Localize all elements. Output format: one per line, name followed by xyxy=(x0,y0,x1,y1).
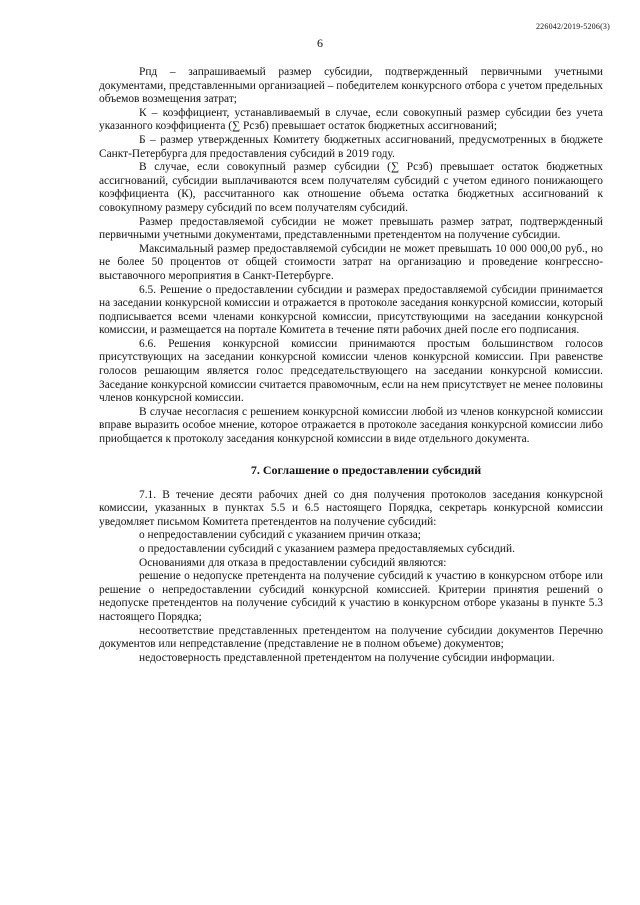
paragraph-maximum-subsidy: Максимальный размер предоставляемой субсидии не может превышать 10 000 000,00 руб., но не более 50 процентов от общей стоимости затрат на организацию и проведение конгрессно-выставочного мероприятия в Санкт-Петербурге. xyxy=(99,242,603,282)
section-heading: 7. Соглашение о предоставлении субсидий xyxy=(250,462,482,477)
paragraph-dissent: В случае несогласия с решением конкурсной комиссии любой из членов конкурсной комиссии вправе выразить особое мнение, которое отражается в протоколе заседания конкурсной комиссии либо приобщается к протоколу заседания конкурсной комиссии в виде отдельного документа. xyxy=(99,405,603,446)
paragraph-b-definition: Б – размер утвержденных Комитету бюджетных ассигнований, предусмотренных в бюджете Санкт-Петербурга для предоставления субсидий в 2019 году. xyxy=(99,133,603,160)
section-spacer xyxy=(99,477,603,489)
paragraph-7-1: 7.1. В течение десяти рабочих дней со дня получения протоколов заседания конкурсной комиссии, указанных в пунктах 5.5 и 6.5 настоящего Порядка, секретарь конкурсной комиссии уведомляет письмом Комитета претендентов на получение субсидий: xyxy=(99,488,603,528)
paragraph-excess-case: В случае, если совокупный размер субсидии (∑ Рсзб) превышает остаток бюджетных ассигнований, субсидии выплачиваются всем получателям субсидий с учетом единого понижающего коэффициента (К), рассчитанного как отношение объема остатка бюджетных ассигнований к совокупному размеру субсидий по всем получателям субсидий. xyxy=(99,161,603,214)
page-number: 6 xyxy=(317,36,323,50)
paragraph-6-6: 6.6. Решения конкурсной комиссии принимаются простым большинством голосов присутствующих на заседании конкурсной комиссии членов конкурсной комиссии. При равенстве голосов решающим является голос председательствующего на заседании конкурсной комиссии. Заседание конкурсной комиссии считается правомочным, если на нем присутствует не менее половины членов конкурсной комиссии. xyxy=(99,337,603,405)
paragraph-rpd-definition: Рпд – запрашиваемый размер субсидии, подтвержденный первичными учетными документами, представленными организацией – победителем конкурсного отбора с учетом предельных объемов возмещения затрат; xyxy=(99,66,603,106)
section-spacer xyxy=(99,447,603,463)
paragraph-k-definition: К – коэффициент, устанавливаемый в случае, если совокупный размер субсидии без учета указанного коэффициента (∑ Рсзб) превышает остаток бюджетных ассигнований; xyxy=(99,106,603,133)
paragraph-refusal-grounds: Основаниями для отказа в предоставлении субсидий являются: xyxy=(139,556,447,569)
paragraph-6-5: 6.5. Решение о предоставлении субсидии и размерах предоставляемой субсидии принимается на заседании конкурсной комиссии и отражается в протоколе заседания конкурсной комиссии, который подписывается всеми членами конкурсной комиссии, присутствующими на заседании конкурсной комиссии, и размещается на портале Комитета в течение пяти рабочих дней после его подписания. xyxy=(99,283,603,337)
paragraph-subsidy-limit: Размер предоставляемой субсидии не может превышать размер затрат, подтвержденный первичными учетными документами, представленными претендентом на получение субсидии. xyxy=(99,215,603,242)
list-item-false-information: недостоверность представленной претендентом на получение субсидии информации. xyxy=(139,651,555,664)
list-item-document-mismatch: несоответствие представленных претендентом на получение субсидии документов Перечню документов или непредставление (представление не в полном объеме) документов; xyxy=(99,624,603,651)
document-body xyxy=(99,66,603,665)
list-item-refusal-notice: о непредоставлении субсидий с указанием причин отказа; xyxy=(139,529,421,542)
list-item-non-admission: решение о недопуске претендента на получение субсидий к участию в конкурсном отборе или решение о непредоставлении субсидий конкурсной комиссией. Критерии принятия решений о недопуске претендентов на получение субсидий к участию в конкурсном отборе указаны в пункте 5.3 настоящего Порядка; xyxy=(99,570,603,623)
document-id: 226042/2019-5206(3) xyxy=(535,22,610,31)
list-item-grant-notice: о предоставлении субсидий с указанием размера предоставляемых субсидий. xyxy=(139,543,515,555)
